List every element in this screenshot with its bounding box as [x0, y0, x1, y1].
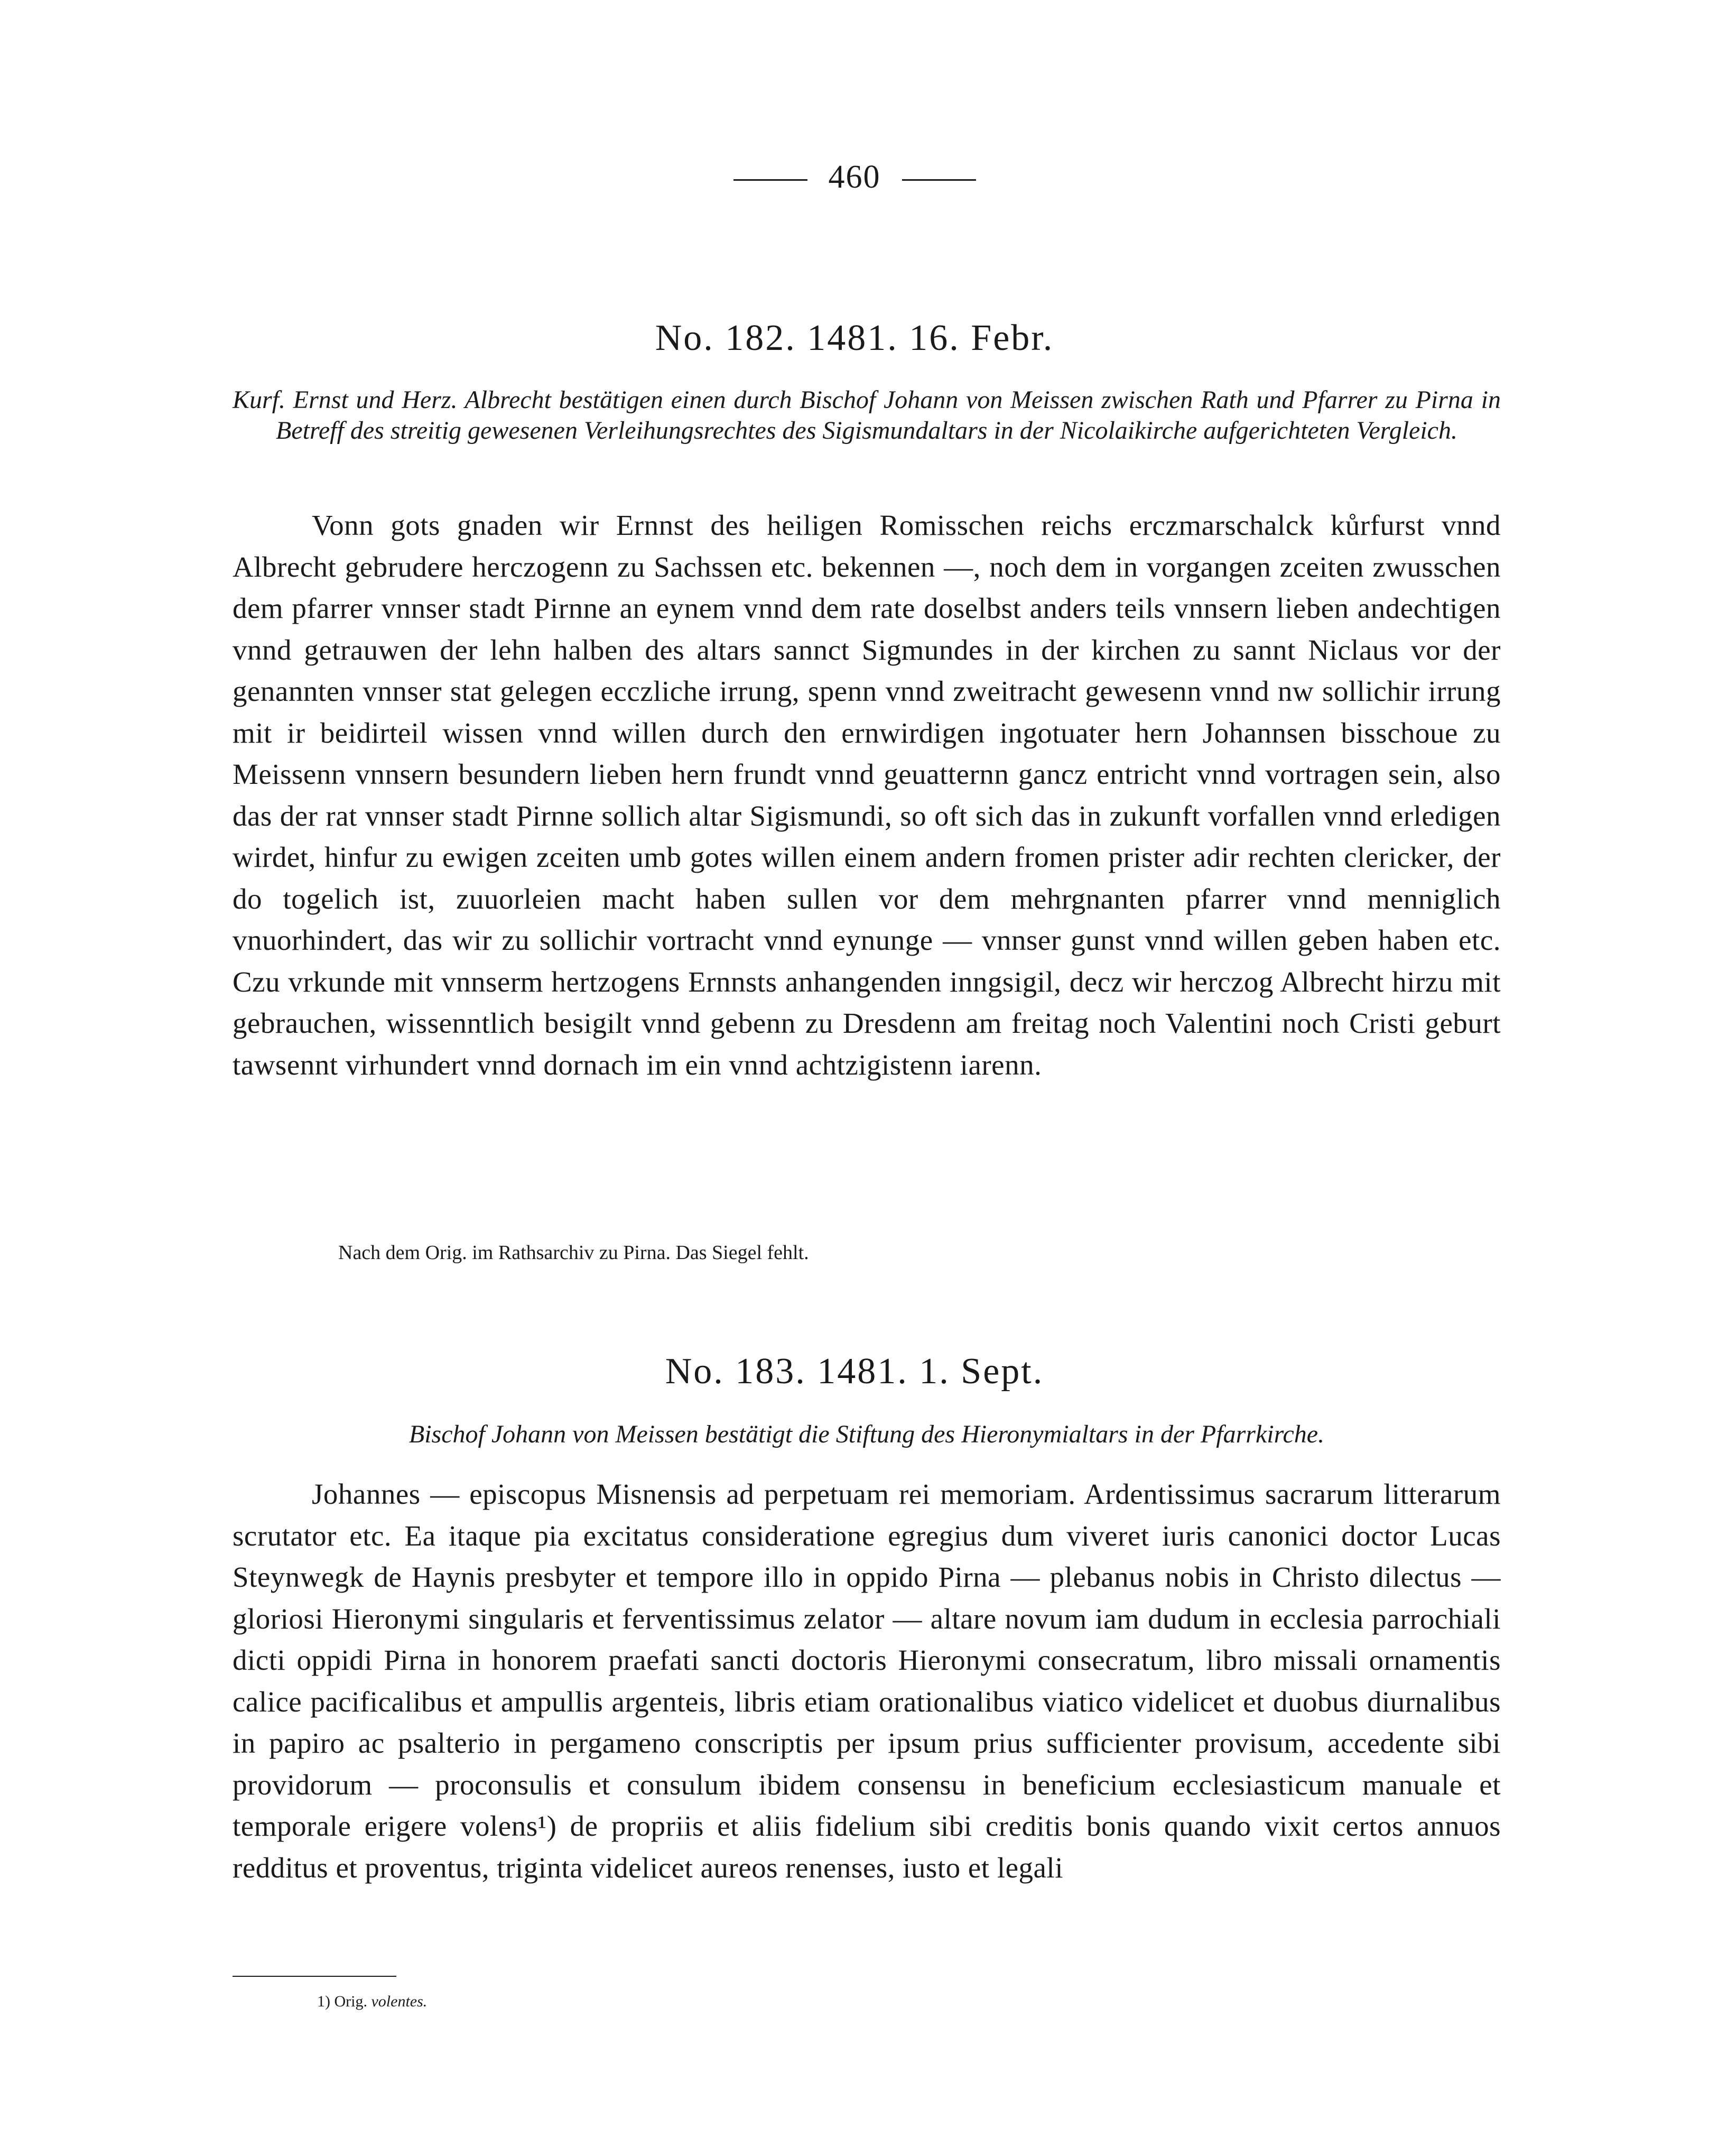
- doc-182-heading: No. 182. 1481. 16. Febr.: [655, 318, 1054, 358]
- footnote-rule: [233, 1976, 396, 1977]
- page-number-value: 460: [828, 159, 881, 195]
- doc-183-regest: Bischof Johann von Meissen bestätigt die Stiftung des Hieronymialtars in der Pfarrkirche.: [408, 1420, 1325, 1448]
- footnote-term: volentes.: [371, 1993, 428, 2010]
- doc-183-text: Johannes — episcopus Misnensis ad perpetuam rei memoriam. Ardentissimus sacrarum litterarum scrutator etc. Ea itaque pia excitatus consideratione egregius dum viveret iuris canonici doctor Lucas Steynwegk de Haynis presbyter et tempore illo in oppido Pirna — plebanus nobis in Christo dilectus — gloriosi Hieronymi singularis et ferventissimus zelator — altare novum iam dudum in ecclesia parrochiali dicti oppidi Pirna in honorem praefati sancti doctoris Hieronymi consecratum, libro missali ornamentis calice pacificalibus et ampullis argenteis, libris etiam orationalibus viatico videlicet et duobus diurnalibus in papiro ac psalterio in pergameno conscriptis per ipsum prius sufficienter provisum, accedente sibi providorum — proconsulis et consulum ibidem consensu in beneficium ecclesiasticum manuale et temporale erigere volens¹) de propriis et aliis fidelium sibi creditis bonis quando vixit certos annuos redditus et proventus, triginta videlicet aureos renenses, iusto et legali: [233, 1478, 1501, 1884]
- doc-182-text: Vonn gots gnaden wir Ernnst des heiligen Romisschen reichs erczmarschalck kůrfurst vnnd Albrecht gebrudere herczogenn zu Sachssen etc. bekennen —, noch dem in vorgangen zceiten zwusschen dem pfarrer vnnser stadt Pirnne an eynem vnnd dem rate doselbst anders teils vnnsern lieben andechtigen vnnd getrauwen der lehn halben des altars sannct Sigmundes in der kirchen zu sannt Niclaus vor der genannten vnnser stat gelegen ecczliche irrung, spenn vnnd zweitracht gewesenn vnnd nw sollichir irrung mit ir beidirteil wissen vnnd willen durch den ernwirdigen ingotuater hern Johannsen bisschoue zu Meissenn vnnsern besundern lieben hern frundt vnnd geuatternn gancz entricht vnnd vortragen sein, also das der rat vnnser stadt Pirnne sollich altar Sigismundi, so oft sich das in zukunft vorfallen vnnd erledigen wirdet, hinfur zu ewigen zceiten umb gotes willen einem andern fromen prister adir rechten clericker, der do togelich ist, zuuorleien macht haben sullen vor dem mehrgnanten pfarrer vnnd menniglich vnuorhindert, das wir zu sollichir vortracht vnnd eynunge — vnnser gunst vnnd willen geben haben etc. Czu vrkunde mit vnnserm hertzogens Ernnsts anhangenden inngsigil, decz wir herczog Albrecht hirzu mit gebrauchen, wissenntlich besigilt vnnd gebenn zu Dresdenn am freitag noch Valentini noch Cristi geburt tawsennt virhundert vnnd dornach im ein vnnd achtzigistenn iarenn.: [233, 509, 1501, 1081]
- doc-182-source-note: Nach dem Orig. im Rathsarchiv zu Pirna. Das Siegel fehlt.: [338, 1242, 809, 1264]
- page-number: [0, 159, 1709, 196]
- dash-right: [902, 179, 976, 181]
- footnote: [317, 1993, 427, 2011]
- doc-183-heading: No. 183. 1481. 1. Sept.: [665, 1351, 1044, 1392]
- dash-left: [733, 179, 807, 181]
- doc-182-regest: Kurf. Ernst und Herz. Albrecht bestätigen einen durch Bischof Johann von Meissen zwischen Rath und Pfarrer zu Pirna in Betreff des streitig gewesenen Verleihungsrechtes des Sigismundaltars in der Nicolaikirche aufgerichteten Vergleich.: [233, 386, 1501, 445]
- footnote-marker: 1) Orig.: [317, 1993, 367, 2010]
